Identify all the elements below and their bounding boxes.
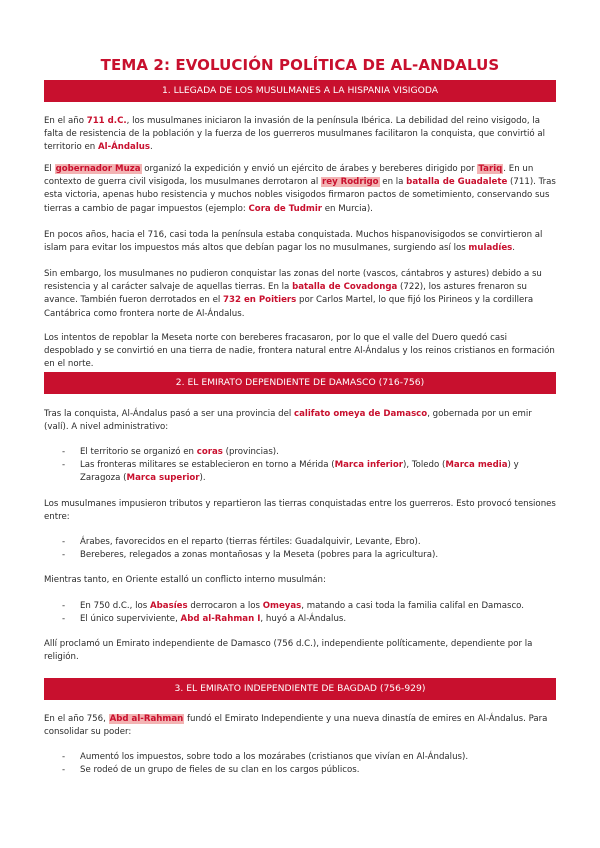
s2-paragraph-2: Los musulmanes impusieron tributos y repartieron las tierras conquistadas entre los guerreros. Esto provocó tensiones entre: [44, 499, 556, 523]
s2-paragraph-1: Tras la conquista, Al-Ándalus pasó a ser una provincia del califato omeya de Damasco, gobernada por un emir (valí). A nivel administrativo: [44, 409, 532, 433]
s1-paragraph-1: En el año 711 d.C., los musulmanes iniciaron la invasión de la península Ibérica. La debilidad del reino visigodo, la falta de resistencia de la población y la fuerza de los guerreros musulmanes facilitaron la conquista, que convirtió al territorio en Al-Ándalus. [44, 116, 546, 153]
s2-list-1 [62, 446, 557, 486]
list-item: - Bereberes, relegados a zonas montañosas y la Meseta (pobres para la agricultura). [62, 550, 439, 561]
s1-paragraph-2: El gobernador Muza organizó la expedición y envió un ejército de árabes y bereberes dirigido por Tariq. En un contexto de guerra civil visigoda, los musulmanes derrotaron al rey Rodrigo en la batalla de Guadalete (711). Tras esta victoria, apenas hubo resistencia y muchos nobles visigodos firmaron pactos de sometimiento, conservando sus tierras a cambio de pagar impuestos (ejemplo: Cora de Tudmir en Murcia). [44, 164, 556, 214]
list-item: - Las fronteras militares se establecieron en torno a Mérida (Marca inferior), Toledo (Marca media) y Zaragoza (Marca superior). [62, 460, 519, 484]
list-item: - Se rodeó de un grupo de fieles de su clan en los cargos públicos. [62, 765, 360, 776]
s1-paragraph-5: Los intentos de repoblar la Meseta norte con bereberes fracasaron, por lo que el valle del Duero quedó casi despoblado y se convirtió en una tierra de nadie, frontera natural entre Al-Ándalus y los reinos cristianos en formación en el norte. [44, 333, 555, 370]
list-item: - El único superviviente, Abd al-Rahman I, huyó a Al-Ándalus. [62, 614, 347, 625]
section-heading-2: 2. EL EMIRATO DEPENDIENTE DE DAMASCO (716-756) [44, 372, 556, 394]
section-heading-1: 1. LLEGADA DE LOS MUSULMANES A LA HISPANIA VISIGODA [44, 80, 556, 102]
s3-list [62, 751, 557, 777]
list-item: - En 750 d.C., los Abasíes derrocaron a los Omeyas, matando a casi toda la familia califal en Damasco. [62, 601, 525, 611]
list-item: - El territorio se organizó en coras (provincias). [62, 447, 279, 457]
s1-paragraph-3: En pocos años, hacia el 716, casi toda la península estaba conquistada. Muchos hispanovisigodos se convirtieron al islam para evitar los impuestos más altos que debían pagar los no musulmanes, surgiendo así los muladíes. [44, 230, 543, 254]
list-item: - Árabes, favorecidos en el reparto (tierras fértiles: Guadalquivir, Levante, Ebro). [62, 537, 421, 547]
list-item: - Aumentó los impuestos, sobre todo a los mozárabes (cristianos que vivían en Al-Ándalus). [62, 752, 469, 762]
s2-list-2 [62, 536, 557, 562]
section-heading-3: 3. EL EMIRATO INDEPENDIENTE DE BAGDAD (756-929) [44, 678, 556, 700]
s3-paragraph-1: En el año 756, Abd al-Rahman fundó el Emirato Independiente y una nueva dinastía de emires en Al-Ándalus. Para consolidar su poder: [44, 714, 548, 738]
s2-list-3 [62, 600, 557, 626]
page-title: TEMA 2: EVOLUCIÓN POLÍTICA DE AL-ANDALUS [100, 56, 500, 74]
s2-paragraph-3: Mientras tanto, en Oriente estalló un conflicto interno musulmán: [44, 575, 326, 585]
s1-paragraph-4: Sin embargo, los musulmanes no pudieron conquistar las zonas del norte (vascos, cántabros y astures) debido a su resistencia y al carácter salvaje de aquellas tierras. En la batalla de Covadonga (722), los astures frenaron su avance. También fueron derrotados en el 732 en Poitiers por Carlos Martel, lo que fijó los Pirineos y la cordillera Cantábrica como frontera norte de Al-Ándalus. [44, 269, 542, 319]
s2-paragraph-4: Allí proclamó un Emirato independiente de Damasco (756 d.C.), independiente políticamente, dependiente por la religión. [44, 639, 533, 663]
